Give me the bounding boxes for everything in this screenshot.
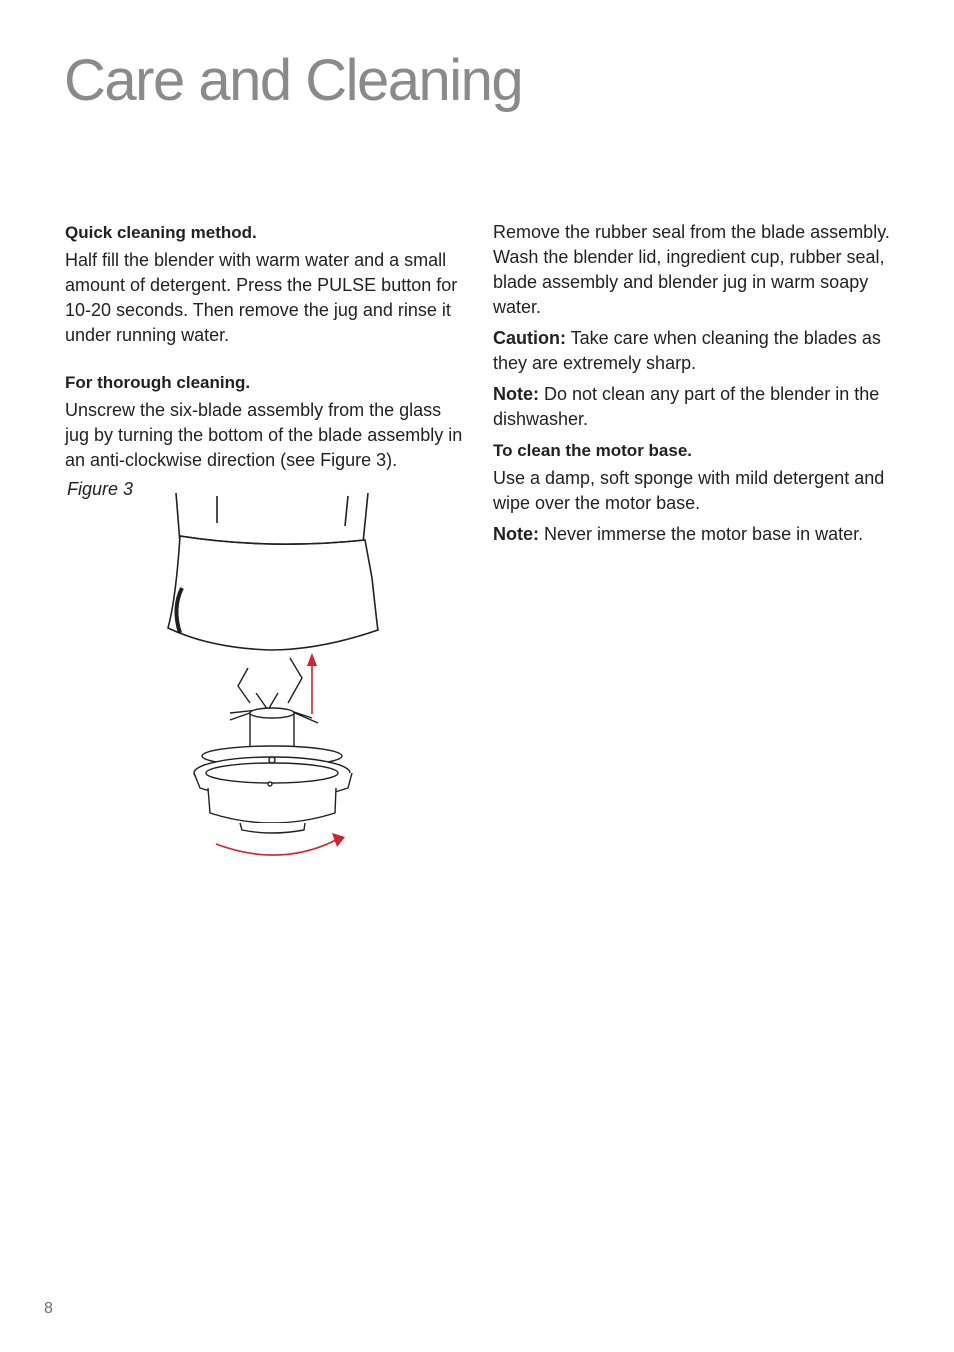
quick-cleaning-text: Half fill the blender with warm water and a small amount of detergent. Press the PULSE button for 10-20 seconds. Then remove the jug and rinse it under running water. — [65, 250, 458, 345]
caution-text: Take care when cleaning the blades as they are extremely sharp. — [493, 328, 881, 373]
remove-seal-text: Remove the rubber seal from the blade assembly. Wash the blender lid, ingredient cup, rubber seal, blade assembly and blender jug in warm soapy water. — [493, 222, 890, 317]
blade-assembly-figure — [160, 488, 390, 860]
note-immerse-paragraph — [493, 522, 898, 547]
page-title: Care and Cleaning — [64, 48, 523, 113]
right-column — [493, 220, 898, 553]
thorough-cleaning-text: Unscrew the six-blade assembly from the glass jug by turning the bottom of the blade assembly in an anti-clockwise direction (see Figure 3). — [65, 400, 463, 470]
figure-caption: Figure 3 — [67, 479, 134, 499]
blender-jug-illustration — [168, 493, 378, 650]
left-column — [65, 220, 465, 479]
blade-assembly-illustration — [194, 658, 352, 833]
thorough-cleaning-heading: For thorough cleaning. — [65, 373, 251, 392]
note-immerse-text: Never immerse the motor base in water. — [539, 524, 864, 544]
quick-cleaning-heading: Quick cleaning method. — [65, 223, 257, 242]
note-label: Note: — [493, 524, 539, 544]
note-dishwasher-text: Do not clean any part of the blender in the dishwasher. — [493, 384, 880, 429]
note-label: Note: — [493, 384, 539, 404]
caution-label: Caution: — [493, 328, 566, 348]
anti-clockwise-arrow-icon — [216, 833, 345, 855]
motor-base-heading: To clean the motor base. — [493, 441, 693, 460]
motor-base-text: Use a damp, soft sponge with mild detergent and wipe over the motor base. — [493, 468, 885, 513]
caution-paragraph — [493, 326, 898, 376]
up-arrow-icon — [307, 653, 317, 714]
note-dishwasher-paragraph — [493, 382, 898, 432]
page-number: 8 — [44, 1300, 53, 1317]
